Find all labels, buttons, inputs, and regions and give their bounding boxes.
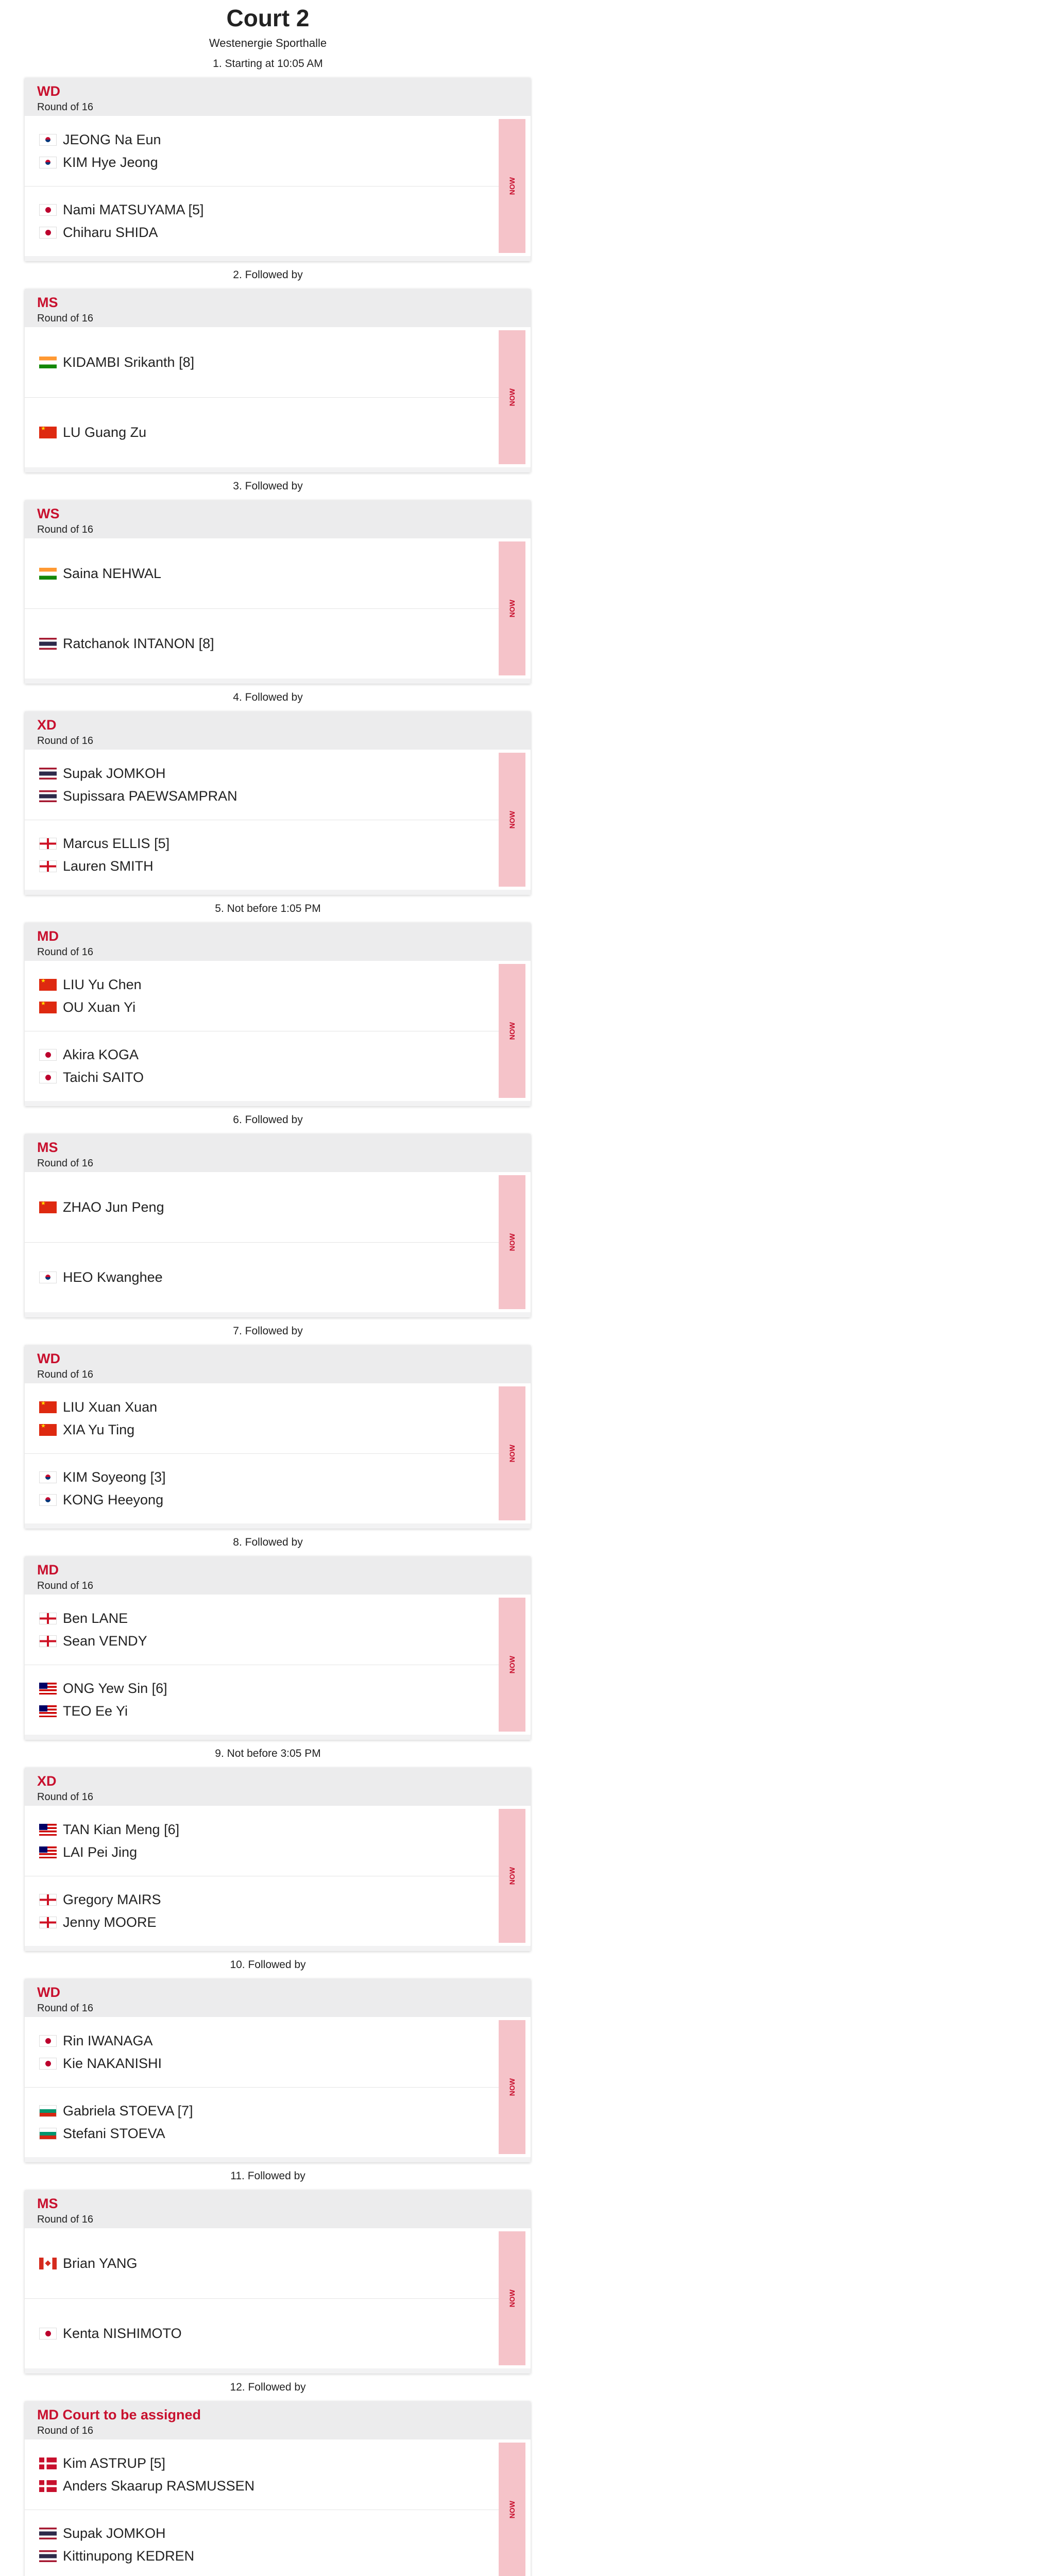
jpn-flag-icon (39, 1049, 57, 1061)
match-body (25, 538, 531, 679)
round-label: Round of 16 (37, 1368, 93, 1380)
team (25, 1172, 499, 1242)
event-label: XD (37, 1773, 57, 1789)
player-name: KIDAMBI Srikanth [8] (63, 354, 195, 370)
eng-flag-icon (39, 860, 57, 872)
court-header (0, 0, 536, 50)
slot-label: 8. Followed by (233, 1536, 303, 1549)
match-card[interactable] (25, 1556, 531, 1740)
player-name: Supak JOMKOH (63, 765, 166, 781)
event-label: WD (37, 1985, 60, 2001)
round-label: Round of 16 (37, 2002, 93, 2014)
match-header (25, 1768, 531, 1806)
player-name: LIU Xuan Xuan (63, 1399, 158, 1415)
event-label: XD (37, 717, 57, 733)
teams (25, 538, 499, 679)
team (25, 2439, 499, 2510)
player-row[interactable] (39, 151, 499, 174)
event-label: MS (37, 1140, 58, 1156)
event-label: WD (37, 1351, 60, 1367)
player-row[interactable] (39, 1196, 499, 1218)
match-body (25, 750, 531, 890)
mas-flag-icon (39, 1824, 57, 1836)
player-name: OU Xuan Yi (63, 999, 136, 1015)
mas-flag-icon (39, 1846, 57, 1858)
tha-flag-icon (39, 790, 57, 802)
player-row[interactable] (39, 1841, 499, 1863)
player-row[interactable] (39, 1889, 499, 1911)
kor-flag-icon (39, 1494, 57, 1506)
team (25, 1595, 499, 1665)
player-row[interactable] (39, 855, 499, 878)
slot-label: 10. Followed by (230, 1959, 306, 1971)
round-label: Round of 16 (37, 946, 93, 958)
team (25, 1665, 499, 1735)
player-row[interactable] (39, 1818, 499, 1841)
player-name: TAN Kian Meng [6] (63, 1821, 180, 1837)
player-row[interactable] (39, 1607, 499, 1630)
player-row[interactable] (39, 1266, 499, 1289)
player-name: XIA Yu Ting (63, 1421, 135, 1437)
event-label: MS (37, 2196, 58, 2212)
player-row[interactable] (39, 2545, 499, 2568)
tha-flag-icon (39, 2528, 57, 2539)
match-schedule (0, 50, 536, 2576)
player-name: Jenny MOORE (63, 1914, 157, 1930)
den-flag-icon (39, 2458, 57, 2469)
player-name: Sean VENDY (63, 1633, 147, 1649)
teams (25, 2017, 499, 2157)
tha-flag-icon (39, 638, 57, 650)
round-label: Round of 16 (37, 2425, 93, 2436)
slot-label: 11. Followed by (230, 2170, 305, 2182)
status-label: NOW (508, 1445, 516, 1463)
slot-label: 4. Followed by (233, 691, 303, 704)
match-header (25, 289, 531, 327)
team (25, 1453, 499, 1523)
card-footer (25, 256, 531, 261)
player-row[interactable] (39, 973, 499, 996)
player-row[interactable] (39, 1700, 499, 1723)
player-row[interactable] (39, 199, 499, 222)
status-label: NOW (508, 1233, 516, 1251)
team (25, 820, 499, 890)
player-row[interactable] (39, 1677, 499, 1700)
teams (25, 1172, 499, 1312)
team (25, 1383, 499, 1453)
card-footer (25, 890, 531, 895)
team (25, 750, 499, 820)
kor-flag-icon (39, 134, 57, 146)
match-body (25, 1595, 531, 1735)
team (25, 2298, 499, 2368)
ind-flag-icon (39, 568, 57, 580)
player-row[interactable] (39, 1044, 499, 1066)
player-name: JEONG Na Eun (63, 131, 161, 147)
den-flag-icon (39, 2480, 57, 2492)
player-name: Taichi SAITO (63, 1070, 144, 1086)
teams (25, 116, 499, 256)
player-name: ONG Yew Sin [6] (63, 1681, 167, 1697)
player-name: Kittinupong KEDREN (63, 2548, 195, 2564)
player-row[interactable] (39, 785, 499, 807)
player-row[interactable] (39, 1489, 499, 1512)
status-side-bar (499, 753, 525, 887)
player-row[interactable] (39, 562, 499, 585)
teams (25, 961, 499, 1101)
match-header (25, 923, 531, 961)
match-body (25, 1383, 531, 1523)
eng-flag-icon (39, 1917, 57, 1928)
player-name: Akira KOGA (63, 1047, 139, 1063)
player-name: Ben LANE (63, 1610, 128, 1626)
player-name: ZHAO Jun Peng (63, 1199, 164, 1215)
match-header (25, 500, 531, 538)
teams (25, 1806, 499, 1946)
player-name: LAI Pei Jing (63, 1844, 138, 1860)
tha-flag-icon (39, 2550, 57, 2562)
slot-label: 7. Followed by (233, 1325, 303, 1337)
team (25, 961, 499, 1031)
player-row[interactable] (39, 1396, 499, 1418)
card-footer (25, 1946, 531, 1951)
status-side-bar (499, 541, 525, 675)
event-label: MD (37, 928, 59, 944)
player-row[interactable] (39, 2323, 499, 2345)
ind-flag-icon (39, 357, 57, 368)
teams (25, 1595, 499, 1735)
player-row[interactable] (39, 1418, 499, 1441)
player-name: Brian YANG (63, 2255, 138, 2271)
match-body (25, 961, 531, 1101)
event-label: WS (37, 506, 60, 522)
chn-flag-icon (39, 1424, 57, 1436)
bul-flag-icon (39, 2128, 57, 2140)
status-side-bar (499, 330, 525, 464)
player-row[interactable] (39, 762, 499, 785)
status-side-bar (499, 2020, 525, 2154)
bul-flag-icon (39, 2105, 57, 2117)
status-label: NOW (508, 1022, 516, 1040)
chn-flag-icon (39, 427, 57, 438)
status-label: NOW (508, 388, 516, 406)
match-card[interactable] (25, 2190, 531, 2374)
match-card[interactable] (25, 923, 531, 1106)
team (25, 2017, 499, 2087)
player-name: Anders Skaarup RASMUSSEN (63, 2478, 255, 2494)
match-body (25, 2228, 531, 2368)
match-header (25, 1556, 531, 1595)
match-card[interactable] (25, 711, 531, 895)
player-name: HEO Kwanghee (63, 1269, 163, 1285)
player-name: Nami MATSUYAMA [5] (63, 202, 204, 218)
team (25, 186, 499, 256)
match-card[interactable] (25, 1979, 531, 2162)
slot-label: 9. Not before 3:05 PM (215, 1748, 321, 1760)
player-row[interactable] (39, 1466, 499, 1489)
status-label: NOW (508, 2078, 516, 2096)
jpn-flag-icon (39, 1072, 57, 1083)
match-header (25, 1134, 531, 1172)
slot-label: 1. Starting at 10:05 AM (213, 58, 323, 70)
player-name: Supak JOMKOH (63, 2526, 166, 2541)
match-header (25, 1345, 531, 1383)
player-row[interactable] (39, 351, 499, 374)
team (25, 2087, 499, 2157)
team (25, 116, 499, 186)
player-row[interactable] (39, 1911, 499, 1934)
player-row[interactable] (39, 833, 499, 855)
slot-label: 5. Not before 1:05 PM (215, 903, 321, 915)
teams (25, 1383, 499, 1523)
round-label: Round of 16 (37, 735, 93, 747)
jpn-flag-icon (39, 2328, 57, 2340)
player-row[interactable] (39, 1066, 499, 1089)
status-side-bar (499, 2443, 525, 2576)
match-card[interactable] (25, 1768, 531, 1951)
mas-flag-icon (39, 1683, 57, 1694)
kor-flag-icon (39, 157, 57, 168)
player-row[interactable] (39, 222, 499, 244)
card-footer (25, 467, 531, 472)
tha-flag-icon (39, 768, 57, 779)
player-name: Kie NAKANISHI (63, 2055, 162, 2071)
match-body (25, 1806, 531, 1946)
player-row[interactable] (39, 2522, 499, 2545)
match-body (25, 116, 531, 256)
round-label: Round of 16 (37, 523, 93, 535)
status-label: NOW (508, 811, 516, 829)
player-name: Chiharu SHIDA (63, 225, 158, 241)
match-header (25, 2190, 531, 2228)
player-name: KIM Soyeong [3] (63, 1469, 166, 1485)
player-name: TEO Ee Yi (63, 1703, 128, 1719)
player-name: Kim ASTRUP [5] (63, 2455, 166, 2471)
player-row[interactable] (39, 421, 499, 444)
match-header (25, 1979, 531, 2017)
player-row[interactable] (39, 2252, 499, 2275)
card-footer (25, 679, 531, 684)
card-footer (25, 1101, 531, 1106)
card-footer (25, 1312, 531, 1317)
player-name: Ratchanok INTANON [8] (63, 636, 214, 652)
match-body (25, 2017, 531, 2157)
can-flag-icon (39, 2258, 57, 2269)
eng-flag-icon (39, 838, 57, 850)
player-row[interactable] (39, 2052, 499, 2075)
teams (25, 750, 499, 890)
status-side-bar (499, 964, 525, 1098)
event-label: MD Court to be assigned (37, 2407, 201, 2423)
jpn-flag-icon (39, 2058, 57, 2070)
player-row[interactable] (39, 2123, 499, 2145)
player-row[interactable] (39, 1630, 499, 1652)
player-name: Gregory MAIRS (63, 1892, 161, 1908)
team (25, 1806, 499, 1876)
status-side-bar (499, 1175, 525, 1309)
player-row[interactable] (39, 633, 499, 655)
slot-label: 6. Followed by (233, 1114, 303, 1126)
chn-flag-icon (39, 1201, 57, 1213)
mas-flag-icon (39, 1705, 57, 1717)
status-side-bar (499, 1809, 525, 1943)
status-side-bar (499, 119, 525, 253)
player-row[interactable] (39, 2475, 499, 2497)
status-side-bar (499, 1386, 525, 1520)
kor-flag-icon (39, 1272, 57, 1283)
player-row[interactable] (39, 2452, 499, 2475)
player-row[interactable] (39, 2029, 499, 2052)
team (25, 608, 499, 679)
player-name: LIU Yu Chen (63, 976, 142, 992)
chn-flag-icon (39, 1401, 57, 1413)
player-row[interactable] (39, 2100, 499, 2123)
player-name: Gabriela STOEVA [7] (63, 2103, 193, 2119)
player-name: KONG Heeyong (63, 1492, 164, 1508)
status-label: NOW (508, 2290, 516, 2308)
jpn-flag-icon (39, 204, 57, 216)
match-body (25, 2439, 531, 2576)
chn-flag-icon (39, 979, 57, 991)
status-label: NOW (508, 177, 516, 195)
match-header (25, 78, 531, 116)
status-label: NOW (508, 1867, 516, 1885)
round-label: Round of 16 (37, 312, 93, 324)
team (25, 1876, 499, 1946)
player-row[interactable] (39, 996, 499, 1019)
team (25, 327, 499, 397)
round-label: Round of 16 (37, 1157, 93, 1169)
player-row[interactable] (39, 128, 499, 151)
player-name: Rin IWANAGA (63, 2032, 153, 2048)
team (25, 1031, 499, 1101)
match-card[interactable] (25, 1345, 531, 1529)
match-card[interactable] (25, 1134, 531, 1317)
team (25, 1242, 499, 1312)
player-name: Supissara PAEWSAMPRAN (63, 788, 237, 804)
round-label: Round of 16 (37, 1791, 93, 1803)
status-label: NOW (508, 2501, 516, 2519)
player-name: Saina NEHWAL (63, 565, 162, 581)
eng-flag-icon (39, 1894, 57, 1906)
teams (25, 2439, 499, 2576)
team (25, 538, 499, 608)
card-footer (25, 1523, 531, 1529)
event-label: MS (37, 295, 58, 311)
status-side-bar (499, 2231, 525, 2365)
card-footer (25, 2157, 531, 2162)
card-footer (25, 1735, 531, 1740)
player-name: Stefani STOEVA (63, 2126, 165, 2142)
chn-flag-icon (39, 1002, 57, 1013)
match-card[interactable] (25, 2401, 531, 2576)
card-footer (25, 2368, 531, 2374)
round-label: Round of 16 (37, 101, 93, 113)
venue-name: Westenergie Sporthalle (209, 37, 327, 50)
player-name: Kenta NISHIMOTO (63, 2326, 182, 2342)
jpn-flag-icon (39, 227, 57, 239)
match-body (25, 327, 531, 467)
event-label: MD (37, 1562, 59, 1578)
team (25, 2510, 499, 2576)
slot-label: 3. Followed by (233, 480, 303, 493)
jpn-flag-icon (39, 2035, 57, 2047)
team (25, 397, 499, 467)
match-header (25, 711, 531, 750)
slot-label: 12. Followed by (230, 2381, 306, 2394)
match-body (25, 1172, 531, 1312)
match-card[interactable] (25, 500, 531, 684)
match-card[interactable] (25, 289, 531, 472)
match-card[interactable] (25, 78, 531, 261)
player-name: KIM Hye Jeong (63, 154, 158, 170)
player-name: LU Guang Zu (63, 425, 147, 440)
round-label: Round of 16 (37, 1580, 93, 1591)
status-side-bar (499, 1598, 525, 1732)
round-label: Round of 16 (37, 2213, 93, 2225)
status-label: NOW (508, 600, 516, 618)
match-header (25, 2401, 531, 2439)
eng-flag-icon (39, 1613, 57, 1624)
teams (25, 327, 499, 467)
status-label: NOW (508, 1656, 516, 1674)
kor-flag-icon (39, 1471, 57, 1483)
court-title: Court 2 (226, 5, 310, 31)
teams (25, 2228, 499, 2368)
event-label: WD (37, 83, 60, 99)
eng-flag-icon (39, 1635, 57, 1647)
player-name: Marcus ELLIS [5] (63, 836, 170, 852)
slot-label: 2. Followed by (233, 269, 303, 281)
team (25, 2228, 499, 2298)
player-name: Lauren SMITH (63, 858, 154, 874)
